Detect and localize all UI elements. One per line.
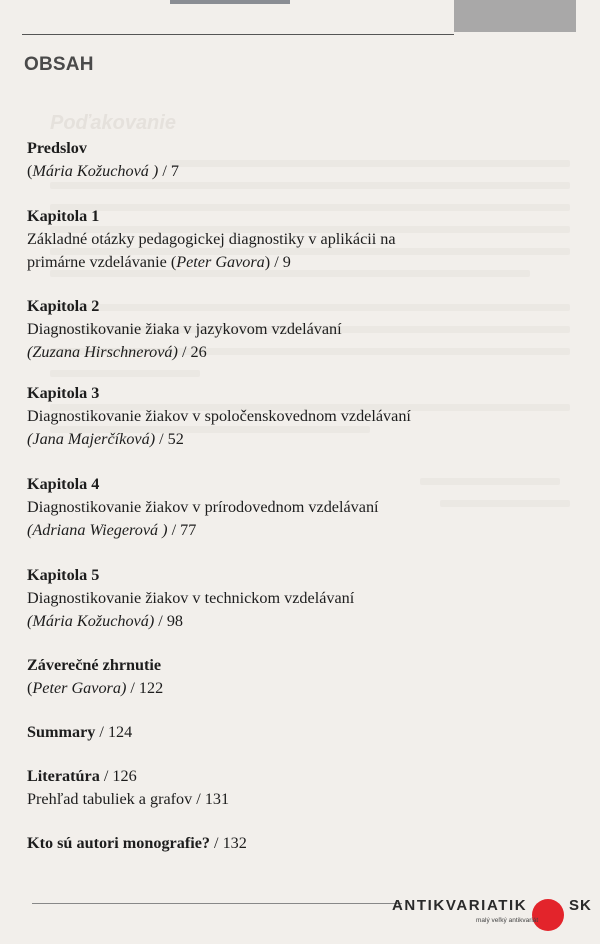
toc-entry-title: Kapitola 3 [27,384,100,402]
toc-entry-title: Summary [27,723,96,741]
toc-entry-heading-line [27,832,487,855]
show-through-title: Poďakovanie [50,112,176,134]
toc-page-number: / 126 [99,767,137,785]
toc-line-text: primárne vzdelávanie ( [27,253,177,271]
toc-entry-line [27,788,487,811]
toc-entry-title: Literatúra [27,767,100,785]
toc-entry [27,564,487,633]
toc-entry-line [27,677,487,700]
toc-page-number: / 26 [177,343,207,361]
toc-entry-heading-line [27,295,487,318]
toc-line-text: ( [27,162,33,180]
toc-line-text: Diagnostikovanie žiaka v jazykovom vzdelávaní [27,320,342,338]
toc-entry [27,205,487,274]
antikvariatik-logo [392,896,600,936]
toc-page-number: / 122 [126,679,164,697]
toc-entry-heading-line [27,137,487,160]
toc-page-number: / 77 [167,521,197,539]
toc-author: Peter Gavora) [32,679,127,697]
toc-page-number: / 124 [95,723,133,741]
page-title: OBSAH [24,54,94,75]
toc-line-text: Prehľad tabuliek a grafov / 131 [27,790,230,808]
toc-author: (Mária Kožuchová) [27,612,155,630]
toc-entry-title: Kto sú autori monografie? [27,834,210,852]
toc-entry-heading-line [27,205,487,228]
toc-entry-heading-line [27,654,487,677]
toc-entry [27,654,487,700]
toc-line-text: ( [27,679,33,697]
toc-entry-title: Kapitola 4 [27,475,100,493]
toc-entry [27,721,487,744]
toc-author: Mária Kožuchová ) [32,162,159,180]
toc-author: (Adriana Wiegerová ) [27,521,168,539]
toc-entry-line [27,496,487,519]
toc-page-number: ) / 9 [264,253,291,271]
toc-author: (Jana Majerčíková) [27,430,156,448]
toc-entry-line [27,428,487,451]
toc-line-text: Diagnostikovanie žiakov v prírodovednom vzdelávaní [27,498,379,516]
toc-author: (Zuzana Hirschnerová) [27,343,178,361]
toc-entry [27,832,487,855]
toc-entry [27,765,487,811]
toc-entry-heading-line [27,382,487,405]
toc-page-number: / 7 [158,162,179,180]
toc-entry-line [27,610,487,633]
toc-entry-line [27,160,487,183]
toc-entry-title: Predslov [27,139,87,157]
toc-entry [27,473,487,542]
toc-page-number: / 52 [155,430,184,448]
toc-author: Peter Gavora [176,253,265,271]
toc-line-text: Diagnostikovanie žiakov v technickom vzdelávaní [27,589,355,607]
toc-entry-heading-line [27,765,487,788]
toc-page-number: / 132 [210,834,247,852]
toc-entry-title: Kapitola 5 [27,566,100,584]
logo-tagline: malý veľký antikvariát [476,917,539,924]
toc-entry-line [27,341,487,364]
logo-red-dot-icon [532,899,564,931]
toc-entry-title: Záverečné zhrnutie [27,656,162,674]
toc-entry-title: Kapitola 1 [27,207,100,225]
toc-entry-heading-line [27,473,487,496]
logo-text: ANTIKVARIATIK [392,897,528,914]
toc-line-text: Základné otázky pedagogickej diagnostiky v aplikácii na [27,230,396,248]
toc-entry [27,137,487,183]
toc-page-number: / 98 [154,612,184,630]
toc-entry [27,382,487,451]
toc-entry-heading-line [27,721,487,744]
toc-entry-heading-line [27,564,487,587]
toc-entry-line [27,318,487,341]
toc-entry-title: Kapitola 2 [27,297,100,315]
logo-suffix: SK [569,897,592,914]
toc-entry-line [27,251,487,274]
toc-line-text: Diagnostikovanie žiakov v spoločenskovednom vzdelávaní [27,407,411,425]
header-corner-box [454,0,576,32]
toc-entry-line [27,587,487,610]
header-rule [22,34,454,35]
toc-entry-line [27,405,487,428]
toc-entry-line [27,519,487,542]
top-edge-shade [170,0,290,4]
footer-rule [32,903,402,904]
toc-entry-line [27,228,487,251]
toc-entry [27,295,487,364]
